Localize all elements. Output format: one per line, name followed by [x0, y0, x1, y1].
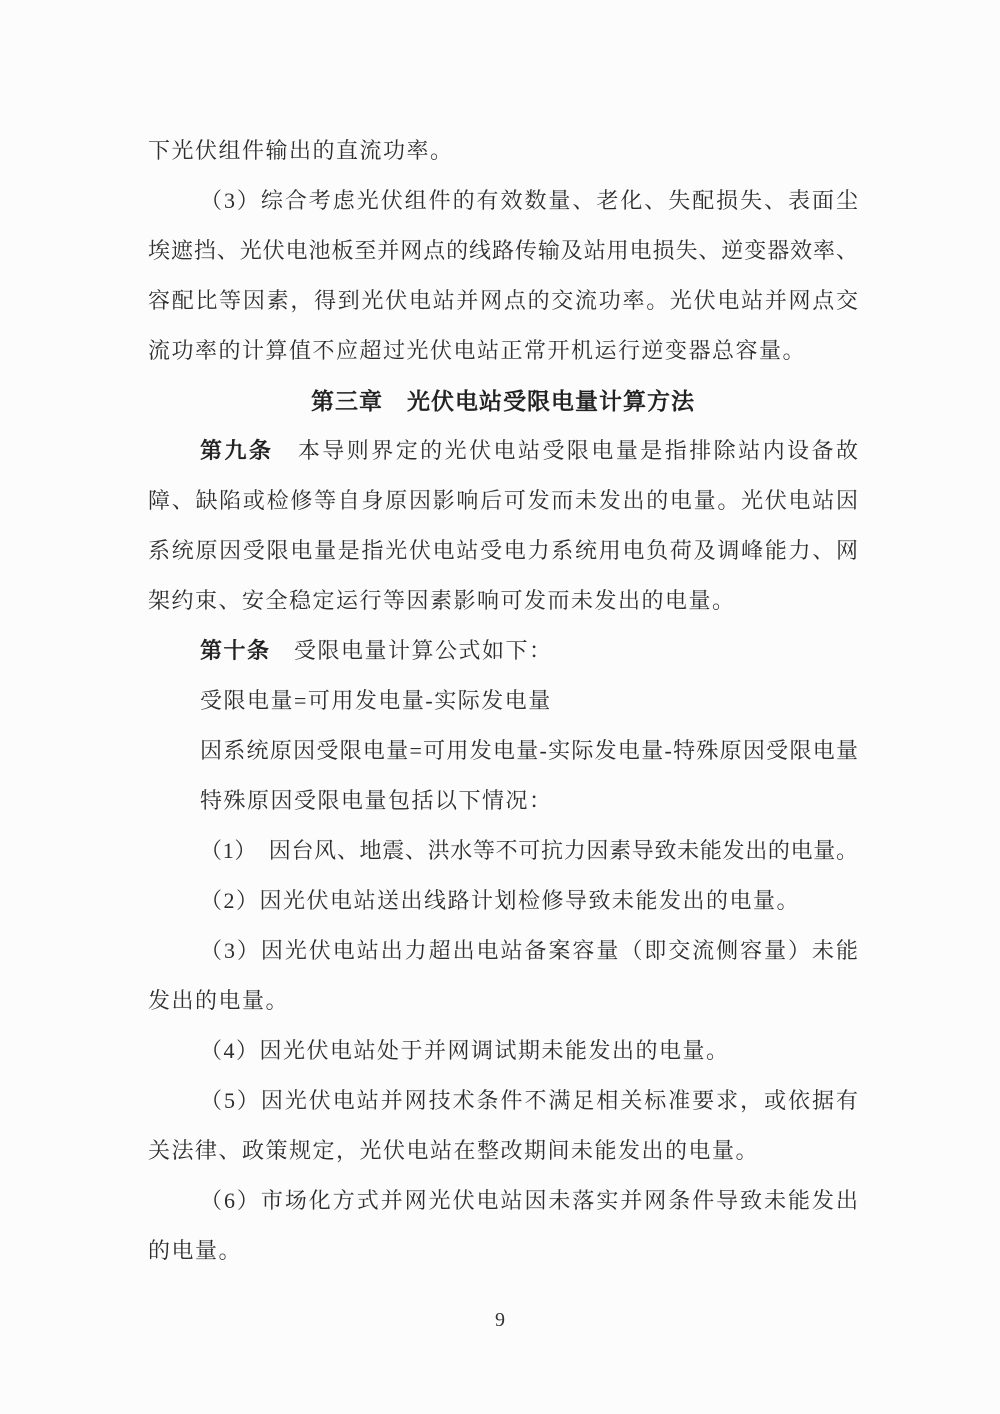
text-line: （1） 因台风、地震、洪水等不可抗力因素导致未能发出的电量。	[200, 838, 858, 863]
text-line: 受限电量=可用发电量-实际发电量	[200, 688, 552, 713]
text-line: （6）市场化方式并网光伏电站因未落实并网条件导致未能发出	[200, 1188, 858, 1213]
text-segment: 受限电量计算公式如下：	[270, 638, 553, 663]
chapter-heading: 第三章 光伏电站受限电量计算方法	[311, 388, 695, 414]
text-line: 系统原因受限电量是指光伏电站受电力系统用电负荷及调峰能力、网	[148, 538, 858, 563]
text-line: 下光伏组件输出的直流功率。	[148, 138, 454, 163]
text-line	[148, 626, 858, 676]
text-line: 埃遮挡、光伏电池板至并网点的线路传输及站用电损失、逆变器效率、	[148, 238, 858, 263]
text-line: （3）综合考虑光伏组件的有效数量、老化、失配损失、表面尘	[200, 188, 858, 213]
text-line: 关法律、政策规定，光伏电站在整改期间未能发出的电量。	[148, 1138, 760, 1163]
text-line: （3）因光伏电站出力超出电站备案容量（即交流侧容量）未能	[200, 938, 858, 963]
text-line: （4）因光伏电站处于并网调试期未能发出的电量。	[200, 1038, 730, 1063]
text-line: （2）因光伏电站送出线路计划检修导致未能发出的电量。	[200, 888, 801, 913]
text-line: 容配比等因素，得到光伏电站并网点的交流功率。光伏电站并网点交	[148, 288, 858, 313]
text-line: 发出的电量。	[148, 988, 290, 1013]
text-line: 架约束、安全稳定运行等因素影响可发而未发出的电量。	[148, 588, 736, 613]
article-number-label: 第十条	[200, 638, 271, 663]
text-line: 的电量。	[148, 1238, 243, 1263]
text-line: （5）因光伏电站并网技术条件不满足相关标准要求，或依据有	[200, 1088, 858, 1113]
text-line: 因系统原因受限电量=可用发电量-实际发电量-特殊原因受限电量	[200, 738, 858, 763]
page-number: 9	[495, 1309, 505, 1331]
text-segment: 本导则界定的光伏电站受限电量是指排除站内设备故	[273, 438, 858, 463]
text-line: 特殊原因受限电量包括以下情况：	[200, 788, 553, 813]
text-line: 流功率的计算值不应超过光伏电站正常开机运行逆变器总容量。	[148, 338, 807, 363]
page-content	[148, 126, 858, 1276]
article-number-label: 第九条	[200, 438, 274, 463]
text-line	[148, 426, 858, 476]
text-line: 障、缺陷或检修等自身原因影响后可发而未发出的电量。光伏电站因	[148, 488, 858, 513]
